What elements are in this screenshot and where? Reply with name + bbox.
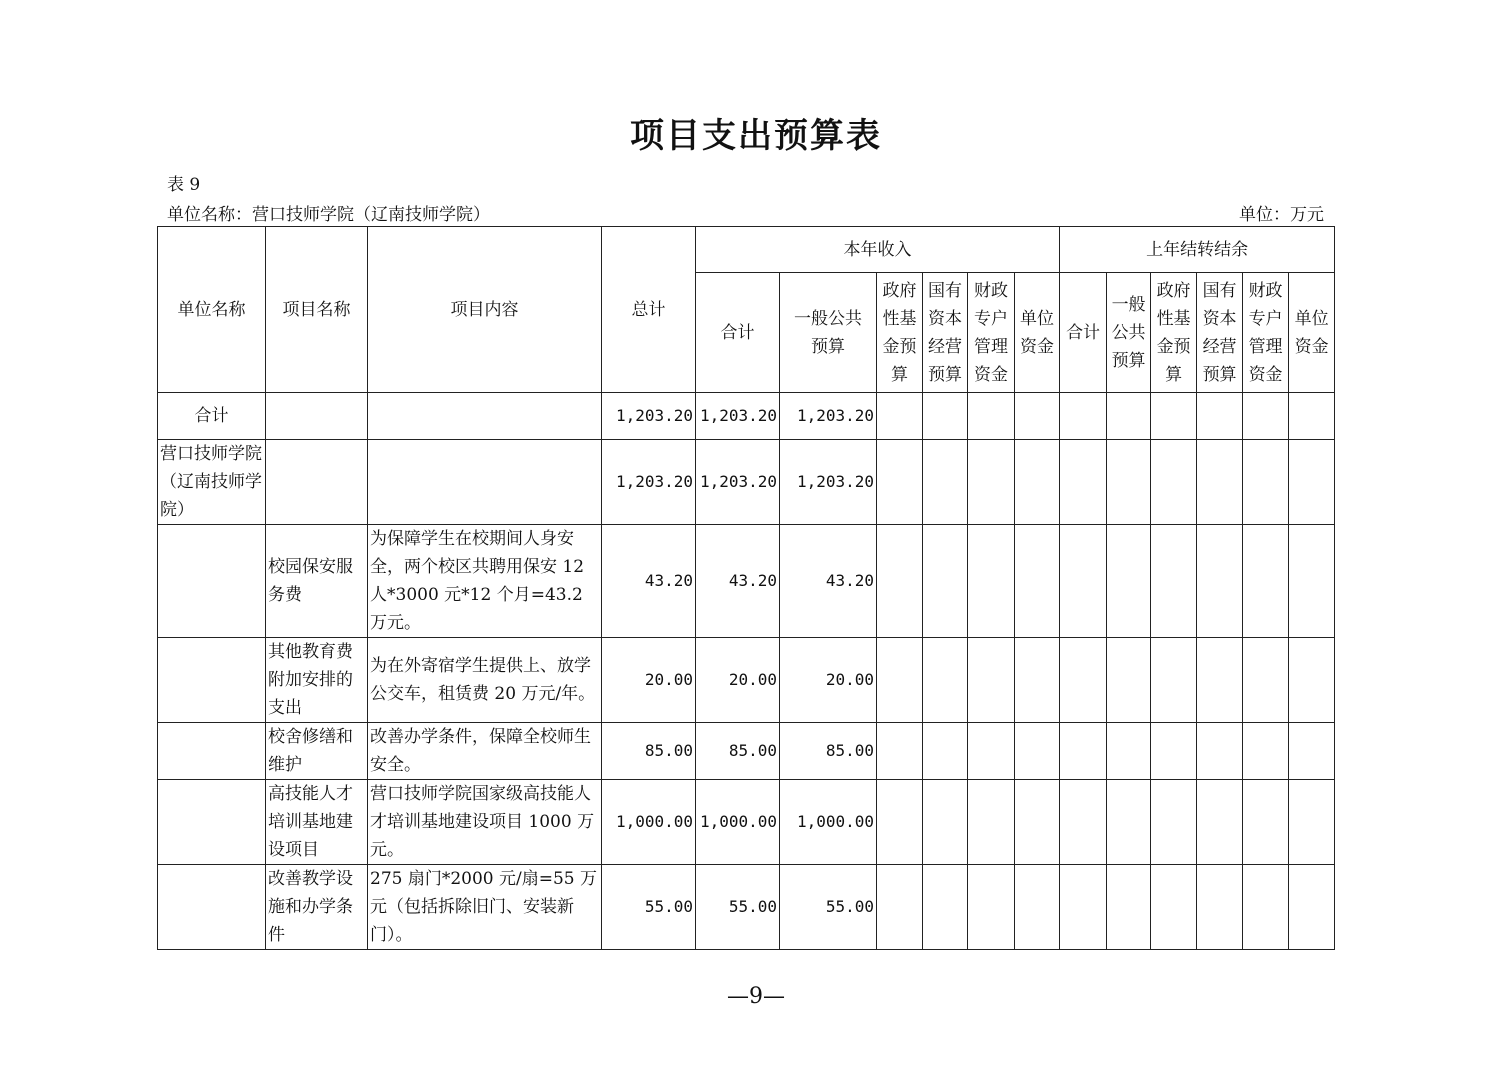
table-number: 表 9 [167, 175, 201, 195]
row-unit [158, 780, 266, 865]
header-carry-gov-fund: 政府性基金预算 [1151, 273, 1197, 393]
table-row [158, 638, 1335, 723]
page-number: —9— [727, 984, 785, 1009]
table-row [158, 393, 1335, 440]
row-project: 校舍修缮和维护 [266, 723, 368, 780]
row-project: 改善教学设施和办学条件 [266, 865, 368, 950]
row-cur-general: 1,203.20 [780, 440, 877, 525]
table-row [158, 780, 1335, 865]
row-cur-general: 43.20 [780, 525, 877, 638]
row-total: 55.00 [602, 865, 696, 950]
header-cur-general-budget: 一般公共预算 [780, 273, 877, 393]
row-project: 高技能人才培训基地建设项目 [266, 780, 368, 865]
table-row [158, 723, 1335, 780]
row-cur-general: 20.00 [780, 638, 877, 723]
row-total: 43.20 [602, 525, 696, 638]
row-unit [158, 638, 266, 723]
row-project: 校园保安服务费 [266, 525, 368, 638]
table-row [158, 525, 1335, 638]
row-unit [158, 723, 266, 780]
row-unit: 合计 [158, 393, 266, 440]
project-expenditure-table [157, 226, 1335, 950]
row-cur-general: 1,203.20 [780, 393, 877, 440]
row-content: 为在外寄宿学生提供上、放学公交车，租赁费 20 万元/年。 [368, 638, 602, 723]
header-cur-unit-fund: 单位资金 [1015, 273, 1060, 393]
header-current-year-income: 本年收入 [696, 227, 1060, 273]
header-carry-unit-fund: 单位资金 [1289, 273, 1335, 393]
row-cur-general: 1,000.00 [780, 780, 877, 865]
header-total: 总计 [602, 227, 696, 393]
row-cur-sum: 85.00 [696, 723, 780, 780]
row-total: 20.00 [602, 638, 696, 723]
row-cur-sum: 55.00 [696, 865, 780, 950]
row-cur-sum: 20.00 [696, 638, 780, 723]
header-cur-gov-fund: 政府性基金预算 [877, 273, 923, 393]
page-title: 项目支出预算表 [630, 116, 882, 156]
header-cur-fiscal-special: 财政专户管理资金 [968, 273, 1015, 393]
row-content: 为保障学生在校期间人身安全，两个校区共聘用保安 12 人*3000 元*12 个月=43.2 万元。 [368, 525, 602, 638]
row-cur-sum: 1,203.20 [696, 440, 780, 525]
row-content [368, 393, 602, 440]
row-unit [158, 865, 266, 950]
header-carry-general-budget: 一般公共预算 [1107, 273, 1151, 393]
header-cur-sum: 合计 [696, 273, 780, 393]
row-cur-sum: 1,203.20 [696, 393, 780, 440]
row-total: 1,203.20 [602, 440, 696, 525]
row-cur-sum: 1,000.00 [696, 780, 780, 865]
header-prior-year-carryover: 上年结转结余 [1060, 227, 1335, 273]
header-project-name: 项目名称 [266, 227, 368, 393]
table-row [158, 440, 1335, 525]
row-total: 1,000.00 [602, 780, 696, 865]
currency-unit: 单位：万元 [1239, 205, 1324, 225]
header-project-content: 项目内容 [368, 227, 602, 393]
row-project [266, 393, 368, 440]
header-carry-state-capital: 国有资本经营预算 [1197, 273, 1243, 393]
unit-name-line: 单位名称：营口技师学院（辽南技师学院） [167, 205, 490, 225]
row-total: 85.00 [602, 723, 696, 780]
header-carry-sum: 合计 [1060, 273, 1107, 393]
table-row [158, 865, 1335, 950]
row-project [266, 440, 368, 525]
row-content: 改善办学条件，保障全校师生安全。 [368, 723, 602, 780]
row-content: 营口技师学院国家级高技能人才培训基地建设项目 1000 万元。 [368, 780, 602, 865]
row-content [368, 440, 602, 525]
row-content: 275 扇门*2000 元/扇=55 万元（包括拆除旧门、安装新门）。 [368, 865, 602, 950]
header-carry-fiscal-special: 财政专户管理资金 [1243, 273, 1289, 393]
header-unit-name: 单位名称 [158, 227, 266, 393]
row-cur-general: 55.00 [780, 865, 877, 950]
row-total: 1,203.20 [602, 393, 696, 440]
row-unit [158, 525, 266, 638]
row-unit: 营口技师学院（辽南技师学院） [158, 440, 266, 525]
header-cur-state-capital: 国有资本经营预算 [923, 273, 968, 393]
row-cur-general: 85.00 [780, 723, 877, 780]
row-cur-sum: 43.20 [696, 525, 780, 638]
row-project: 其他教育费附加安排的支出 [266, 638, 368, 723]
